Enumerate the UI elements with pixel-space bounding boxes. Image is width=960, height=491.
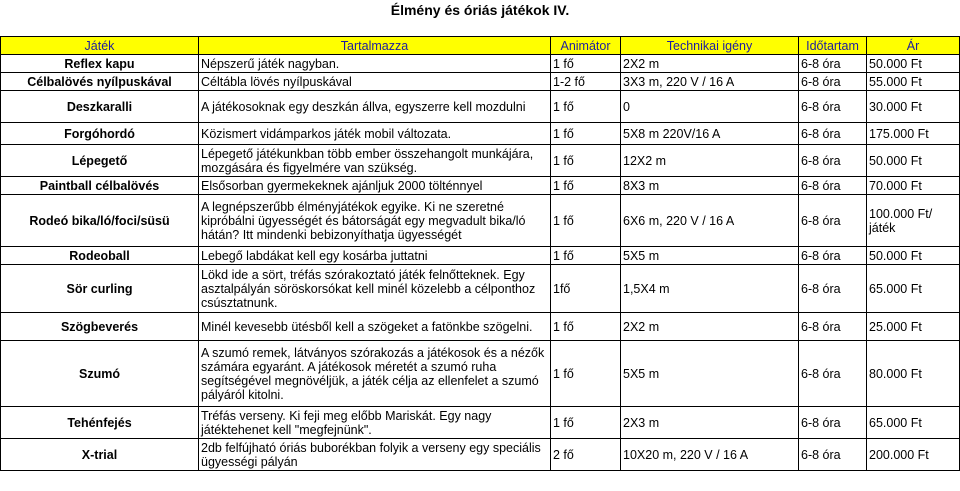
- table-row: [1, 123, 960, 145]
- game-technical: 0: [621, 91, 799, 123]
- table-row: [1, 407, 960, 439]
- game-name: Reflex kapu: [1, 55, 199, 73]
- game-animator: 1 fő: [551, 247, 621, 265]
- game-price: 200.000 Ft: [867, 439, 960, 471]
- game-technical: 10X20 m, 220 V / 16 A: [621, 439, 799, 471]
- game-animator: 1 fő: [551, 123, 621, 145]
- game-name: Sör curling: [1, 265, 199, 313]
- game-contents: Lökd ide a sört, tréfás szórakoztató játék felnőtteknek. Egy asztalpályán söröskorsókat kell minél közelebb a célponthoz csúsztatnunk.: [199, 265, 551, 313]
- game-price: 55.000 Ft: [867, 73, 960, 91]
- game-contents: A szumó remek, látványos szórakozás a játékosok és a nézők számára egyaránt. A játékosok méretét a szumó ruha segítségével megnövéljük, a játék célja az ellenfelet a szumó pályáról kitolni.: [199, 341, 551, 407]
- game-contents: Céltábla lövés nyílpuskával: [199, 73, 551, 91]
- table-row: [1, 145, 960, 177]
- game-price: 65.000 Ft: [867, 407, 960, 439]
- game-name: Forgóhordó: [1, 123, 199, 145]
- game-animator: 1-2 fő: [551, 73, 621, 91]
- table-row: [1, 313, 960, 341]
- game-duration: 6-8 óra: [799, 123, 867, 145]
- table-row: [1, 195, 960, 247]
- game-animator: 1fő: [551, 265, 621, 313]
- game-name: Rodeó bika/ló/foci/süsü: [1, 195, 199, 247]
- game-animator: 1 fő: [551, 177, 621, 195]
- game-price: 50.000 Ft: [867, 145, 960, 177]
- game-technical: 12X2 m: [621, 145, 799, 177]
- game-animator: 1 fő: [551, 407, 621, 439]
- game-duration: 6-8 óra: [799, 195, 867, 247]
- game-contents: Lépegető játékunkban több ember összehangolt munkájára, mozgására és figyelmére van szükség.: [199, 145, 551, 177]
- game-duration: 6-8 óra: [799, 439, 867, 471]
- game-animator: 1 fő: [551, 341, 621, 407]
- game-price: 30.000 Ft: [867, 91, 960, 123]
- game-contents: Lebegő labdákat kell egy kosárba juttatni: [199, 247, 551, 265]
- game-duration: 6-8 óra: [799, 91, 867, 123]
- game-name: Paintball célbalövés: [1, 177, 199, 195]
- game-name: Szögbeverés: [1, 313, 199, 341]
- game-price: 65.000 Ft: [867, 265, 960, 313]
- game-contents: Elsősorban gyermekeknek ajánljuk 2000 tölténnyel: [199, 177, 551, 195]
- game-name: Deszkaralli: [1, 91, 199, 123]
- game-animator: 1 fő: [551, 55, 621, 73]
- game-technical: 5X8 m 220V/16 A: [621, 123, 799, 145]
- header-duration: Időtartam: [799, 37, 867, 55]
- game-animator: 1 fő: [551, 313, 621, 341]
- game-duration: 6-8 óra: [799, 247, 867, 265]
- game-contents: Tréfás verseny. Ki feji meg előbb Mariskát. Egy nagy játéktehenet kell "megfejnünk".: [199, 407, 551, 439]
- game-animator: 1 fő: [551, 91, 621, 123]
- game-technical: 2X3 m: [621, 407, 799, 439]
- game-duration: 6-8 óra: [799, 55, 867, 73]
- header-price: Ár: [867, 37, 960, 55]
- game-duration: 6-8 óra: [799, 73, 867, 91]
- game-contents: A játékosoknak egy deszkán állva, egyszerre kell mozdulni: [199, 91, 551, 123]
- game-technical: 5X5 m: [621, 247, 799, 265]
- game-price: 50.000 Ft: [867, 247, 960, 265]
- game-contents: Minél kevesebb ütésből kell a szögeket a fatönkbe szögelni.: [199, 313, 551, 341]
- header-game: Játék: [1, 37, 199, 55]
- game-technical: 2X2 m: [621, 313, 799, 341]
- header-row: [1, 37, 960, 55]
- table-row: [1, 341, 960, 407]
- game-duration: 6-8 óra: [799, 145, 867, 177]
- game-name: Tehénfejés: [1, 407, 199, 439]
- game-name: X-trial: [1, 439, 199, 471]
- game-duration: 6-8 óra: [799, 313, 867, 341]
- game-animator: 1 fő: [551, 145, 621, 177]
- game-contents: Népszerű játék nagyban.: [199, 55, 551, 73]
- game-contents: Közismert vidámparkos játék mobil változata.: [199, 123, 551, 145]
- table-row: [1, 247, 960, 265]
- game-name: Lépegető: [1, 145, 199, 177]
- game-price: 25.000 Ft: [867, 313, 960, 341]
- header-animator: Animátor: [551, 37, 621, 55]
- header-contents: Tartalmazza: [199, 37, 551, 55]
- game-price: 175.000 Ft: [867, 123, 960, 145]
- page-title: Élmény és óriás játékok IV.: [390, 2, 570, 18]
- table-row: [1, 177, 960, 195]
- game-price: 50.000 Ft: [867, 55, 960, 73]
- game-technical: 3X3 m, 220 V / 16 A: [621, 73, 799, 91]
- table-row: [1, 91, 960, 123]
- table-row: [1, 55, 960, 73]
- game-price: 100.000 Ft/ játék: [867, 195, 960, 247]
- header-technical: Technikai igény: [621, 37, 799, 55]
- game-contents: A legnépszerűbb élményjátékok egyike. Ki ne szeretné kipróbálni ügyességét és bátorságát egy megvadult bika/ló hátán? Itt mindenki bebizonyíthatja ügyességét: [199, 195, 551, 247]
- game-duration: 6-8 óra: [799, 341, 867, 407]
- game-duration: 6-8 óra: [799, 407, 867, 439]
- game-name: Rodeoball: [1, 247, 199, 265]
- game-name: Szumó: [1, 341, 199, 407]
- game-technical: 5X5 m: [621, 341, 799, 407]
- table-row: [1, 439, 960, 471]
- game-technical: 8X3 m: [621, 177, 799, 195]
- game-contents: 2db felfújható óriás buborékban folyik a verseny egy speciális ügyességi pályán: [199, 439, 551, 471]
- table-row: [1, 73, 960, 91]
- game-name: Célbalövés nyílpuskával: [1, 73, 199, 91]
- game-price: 70.000 Ft: [867, 177, 960, 195]
- game-technical: 6X6 m, 220 V / 16 A: [621, 195, 799, 247]
- game-animator: 2 fő: [551, 439, 621, 471]
- game-duration: 6-8 óra: [799, 177, 867, 195]
- game-duration: 6-8 óra: [799, 265, 867, 313]
- table-row: [1, 265, 960, 313]
- game-price: 80.000 Ft: [867, 341, 960, 407]
- game-technical: 2X2 m: [621, 55, 799, 73]
- games-table: [0, 36, 960, 471]
- game-animator: 1 fő: [551, 195, 621, 247]
- game-technical: 1,5X4 m: [621, 265, 799, 313]
